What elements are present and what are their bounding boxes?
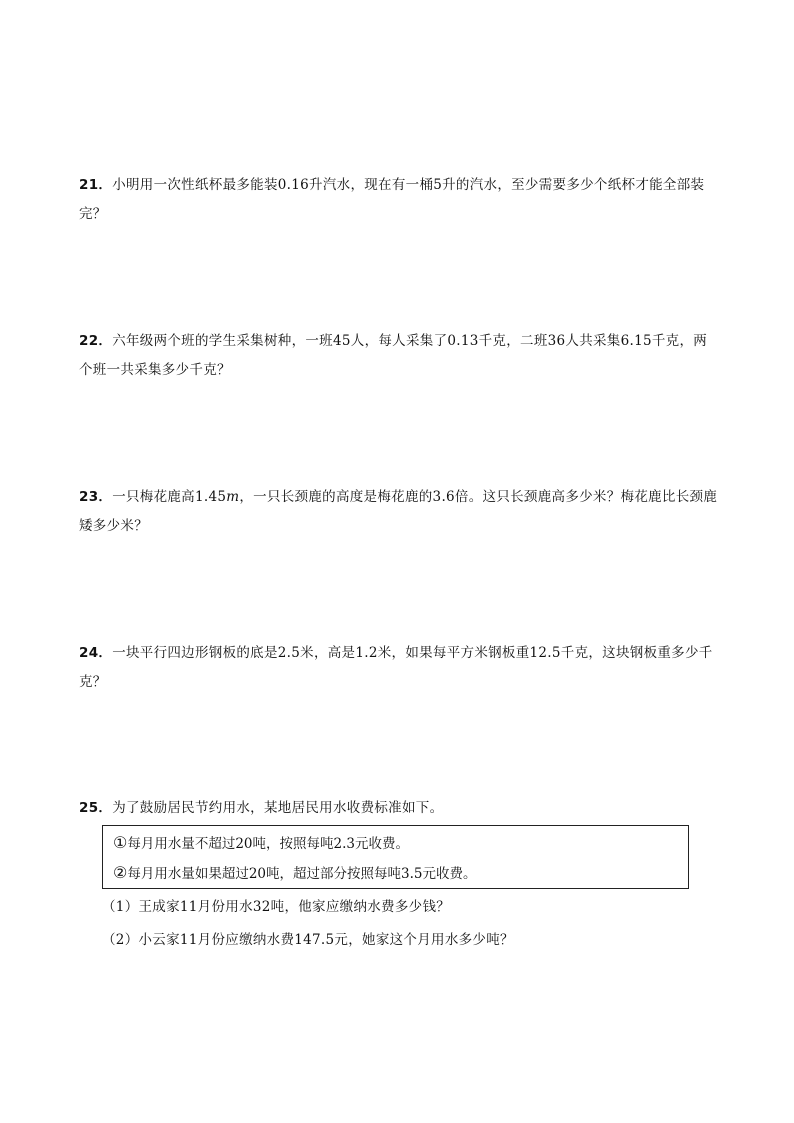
- question-text-part1: 一只梅花鹿高1.45: [112, 489, 227, 505]
- question-21: [79, 171, 719, 229]
- question-text-part2: ，一只长颈鹿的高度是梅花鹿的3.6倍。这只长颈鹿高多少米？梅花鹿比长颈鹿矮多少米？: [79, 489, 718, 534]
- question-text: 一块平行四边形钢板的底是2.5米，高是1.2米，如果每平方米钢板重12.5千克，这块钢板重多少千克？: [79, 645, 713, 690]
- question-25: [79, 794, 719, 823]
- rule-text: 每月用水量如果超过20吨，超过部分按照每吨3.5元收费。: [127, 866, 477, 882]
- question-text: 为了鼓励居民节约用水，某地居民用水收费标准如下。: [112, 800, 444, 816]
- question-number: 21．: [79, 177, 113, 193]
- subquestion-2: （2）小云家11月份应缴纳水费147.5元，她家这个月用水多少吨？: [102, 932, 514, 948]
- subquestion-1: （1）王成家11月份用水32吨，他家应缴纳水费多少钱？: [102, 899, 451, 915]
- question-22: [79, 327, 719, 385]
- question-number: 24．: [79, 645, 113, 661]
- fee-rule-2: [113, 862, 477, 885]
- question-24: [79, 639, 719, 697]
- unit-m: m: [226, 489, 240, 505]
- rule-marker: ②: [113, 863, 128, 882]
- rule-text: 每月用水量不超过20吨，按照每吨2.3元收费。: [127, 836, 409, 852]
- question-text: 小明用一次性纸杯最多能装0.16升汽水，现在有一桶5升的汽水，至少需要多少个纸杯才能全部装完？: [79, 177, 705, 222]
- fee-rule-1: [113, 832, 409, 855]
- question-number: 25．: [79, 800, 113, 816]
- question-number: 22．: [79, 333, 113, 349]
- question-23: [79, 483, 719, 541]
- question-number: 23．: [79, 489, 113, 505]
- rule-marker: ①: [113, 833, 128, 852]
- fee-rules-box: [102, 825, 689, 889]
- question-text: 六年级两个班的学生采集树种，一班45人，每人采集了0.13千克，二班36人共采集6.15千克，两个班一共采集多少千克？: [79, 333, 708, 378]
